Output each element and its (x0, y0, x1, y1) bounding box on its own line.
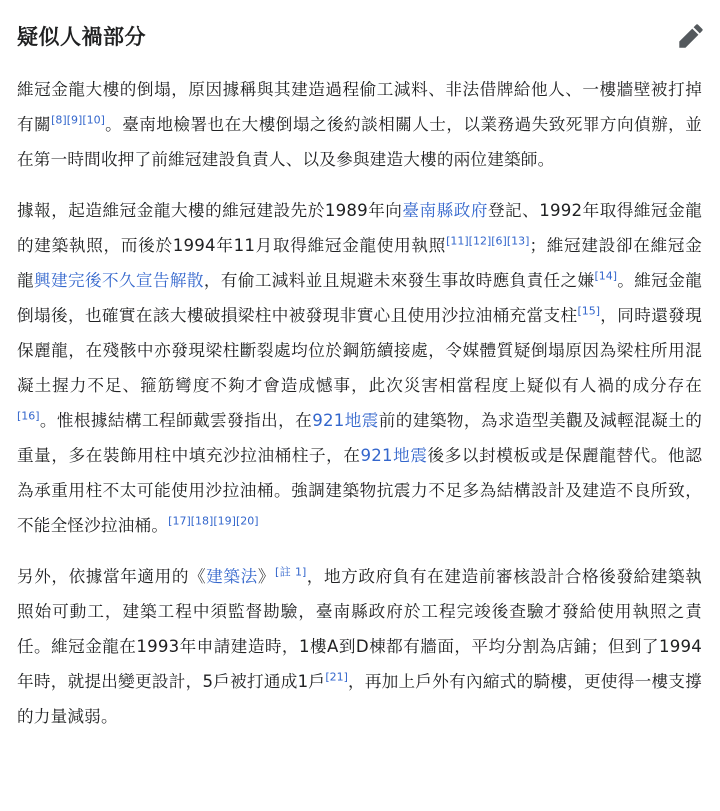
citation-ref[interactable]: [12] (468, 234, 492, 248)
paragraph-text: ，地方政府負有在建造前審核設計合格後發給建築執照始可動工，建築工程中須監督勘驗，臺南縣政府於工程完竣後查驗才發給使用執照之責任。維冠金龍在1993年申請建造時，1樓A到D棟都有牆面，平均分割為店鋪；但到了1994年時，就提出變更設計，5戶被打通成1戶 (17, 567, 703, 691)
paragraph-text: ；維冠建設卻在維冠金龍 (17, 236, 703, 290)
article-link[interactable]: 臺南縣政府 (402, 201, 488, 220)
paragraph-text: 。臺南地檢署也在大樓倒塌之後約談相關人士，以業務過失致死罪方向偵辦，並在第一時間收押了前維冠建設負責人、以及參與建造大樓的兩位建築師。 (17, 115, 702, 169)
paragraph-2 (17, 193, 702, 543)
citation-ref[interactable]: [18] (190, 514, 214, 528)
paragraph-text: ，同時還發現保麗龍，在殘骸中亦發現梁柱斷裂處均位於鋼筋續接處，令媒體質疑倒塌原因為梁柱所用混凝土握力不足、箍筋彎度不夠才會造成憾事，此次災害相當程度上疑似有人禍的成分存在 (17, 306, 703, 395)
citation-ref[interactable]: [14] (594, 269, 618, 283)
citation-ref[interactable]: [註 1] (275, 565, 307, 579)
section-header (17, 0, 702, 72)
paragraph-text: 。維冠金龍倒塌後，也確實在該大樓破損梁柱中被發現非實心且使用沙拉油桶充當支柱 (17, 271, 703, 325)
paragraph-1 (17, 72, 702, 177)
article-link[interactable]: 921地震 (312, 411, 379, 430)
citation-ref[interactable]: [20] (235, 514, 259, 528)
citation-ref[interactable]: [21] (325, 670, 348, 684)
citation-ref[interactable]: [19] (213, 514, 236, 528)
paragraph-text: ，有偷工減料並且規避未來發生事故時應負責任之嫌 (203, 271, 595, 290)
citation-ref[interactable]: [9] (66, 113, 83, 127)
paragraph-text: ，再加上戶外有內縮式的騎樓，更使得一樓支撐的力量減弱。 (17, 672, 703, 726)
paragraph-text: 登記、1992年取得維冠金龍的建築執照，而後於1994年11月取得維冠金龍使用執照 (17, 201, 703, 255)
article-link[interactable]: 921地震 (360, 446, 428, 465)
citation-ref[interactable]: [6] (491, 234, 507, 248)
citation-ref[interactable]: [10] (82, 113, 105, 127)
paragraph-text: 前的建築物，為求造型美觀及減輕混凝土的重量，多在裝飾用柱中填充沙拉油桶柱子，在 (17, 411, 702, 465)
citation-ref[interactable]: [15] (577, 304, 601, 318)
paragraph-text: 後多以封模板或是保麗龍替代。他認為承重用柱不太可能使用沙拉油桶。強調建築物抗震力不足多為結構設計及建造不良所致，不能全怪沙拉油桶。 (17, 446, 702, 535)
citation-ref[interactable]: [17] (168, 514, 191, 528)
paragraph-text: 。惟根據結構工程師戴雲發指出，在 (39, 411, 313, 430)
citation-ref[interactable]: [13] (506, 234, 530, 248)
citation-ref[interactable]: [11] (446, 234, 469, 248)
pencil-edit-icon[interactable] (678, 23, 704, 49)
article-link[interactable]: 建築法 (206, 567, 258, 586)
paragraph-text: 》 (257, 567, 276, 586)
paragraph-text: 另外，依據當年適用的《 (17, 567, 207, 586)
paragraph-3 (17, 559, 702, 734)
paragraph-text: 維冠金龍大樓的倒塌，原因據稱與其建造過程偷工減料、非法借牌給他人、一樓牆壁被打掉有關 (17, 80, 702, 134)
paragraph-text: 據報，起造維冠金龍大樓的維冠建設先於1989年向 (17, 201, 403, 220)
section-title: 疑似人禍部分 (17, 25, 146, 49)
article-link[interactable]: 興建完後不久宣告解散 (34, 271, 204, 290)
citation-ref[interactable]: [16] (17, 409, 40, 423)
citation-ref[interactable]: [8] (51, 113, 67, 127)
